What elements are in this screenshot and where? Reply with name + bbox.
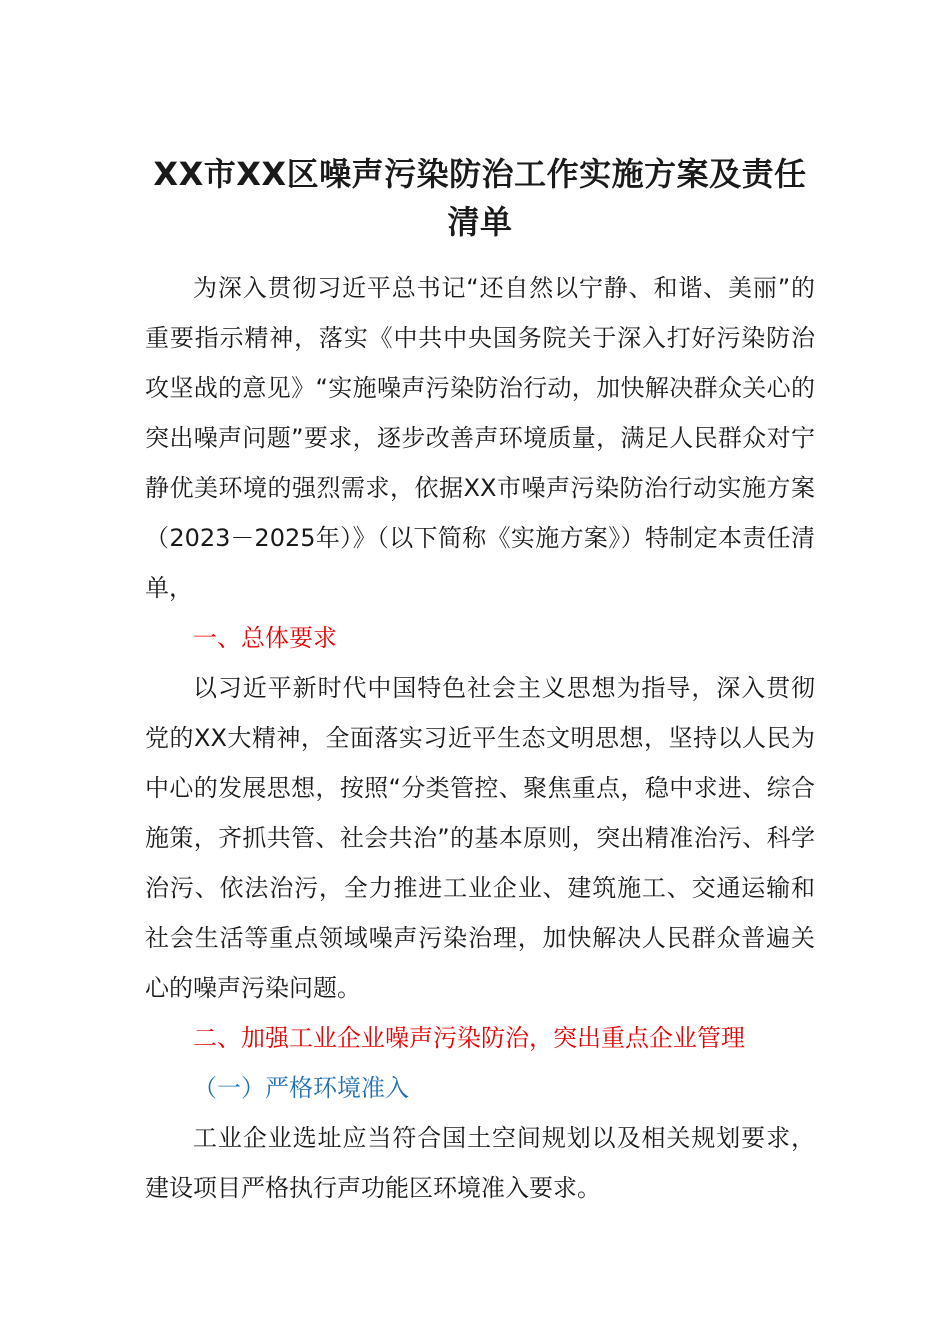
section-2-subheading-1: （一）严格环境准入 (193, 1074, 409, 1102)
section-2-sub-1-body: 工业企业选址应当符合国土空间规划以及相关规划要求，建设项目严格执行声功能区环境准入要求。 (145, 1124, 815, 1202)
section-1-body: 以习近平新时代中国特色社会主义思想为指导，深入贯彻党的XX大精神，全面落实习近平生态文明思想，坚持以人民为中心的发展思想，按照“分类管控、聚焦重点，稳中求进、综合施策，齐抓共管、社会共治”的基本原则，突出精准治污、科学治污、依法治污，全力推进工业企业、建筑施工、交通运输和社会生活等重点领域噪声污染治理，加快解决人民群众普遍关心的噪声污染问题。 (145, 674, 815, 1002)
section-2-heading: 二、加强工业企业噪声污染防治，突出重点企业管理 (193, 1024, 745, 1052)
title-block (145, 150, 815, 246)
document-page (145, 150, 815, 1213)
section-1-heading: 一、总体要求 (193, 624, 337, 652)
document-title: XX市XX区噪声污染防治工作实施方案及责任清单 (153, 155, 807, 241)
intro-paragraph: 为深入贯彻习近平总书记“还自然以宁静、和谐、美丽”的重要指示精神，落实《中共中央国务院关于深入打好污染防治攻坚战的意见》“实施噪声污染防治行动，加快解决群众关心的突出噪声问题”要求，逐步改善声环境质量，满足人民群众对宁静优美环境的强烈需求，依据XX市噪声污染防治行动实施方案（2023－2025年）》（以下简称《实施方案》）特制定本责任清单， (145, 274, 815, 602)
